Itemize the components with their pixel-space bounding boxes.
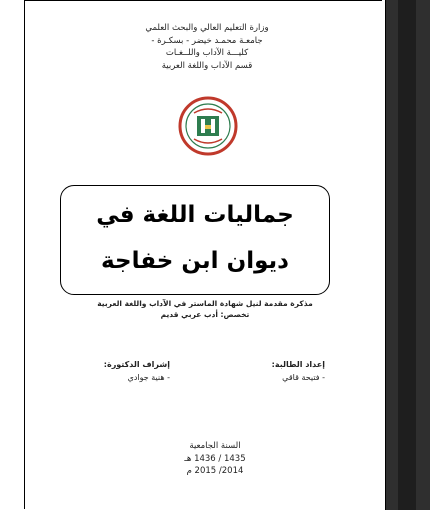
supervisor-block — [90, 358, 170, 384]
thesis-title-line1: جماليات اللغة في — [96, 202, 294, 228]
degree-statement: مذكرة مقدمة لنيل شهادة الماستر في الآداب واللغة العربية — [97, 299, 313, 308]
specialization: تخصص: أدب عربي قديم — [160, 310, 250, 319]
thesis-title-box — [60, 185, 330, 295]
viewer-side-panel — [386, 0, 430, 510]
thesis-description — [80, 298, 330, 320]
student-block — [272, 358, 325, 384]
academic-year-block — [160, 440, 270, 478]
academic-year-label: السنة الجامعية — [189, 441, 241, 451]
academic-year-gregorian: 2014/ 2015 م — [186, 466, 244, 476]
vertical-scrollbar[interactable] — [398, 0, 416, 510]
thesis-title-line2: ديوان ابن خفاجة — [101, 248, 289, 274]
ministry-name: وزارة التعليم العالي والبحث العلمي — [145, 23, 269, 33]
student-label: إعداد الطالبة: — [271, 360, 325, 369]
student-name: - فتيحة قاقي — [282, 373, 325, 382]
faculty-name: كليـــة الآداب واللــغـات — [165, 48, 249, 58]
department-name: قسم الآداب واللغة العربية — [161, 60, 253, 71]
university-emblem-icon — [178, 95, 238, 157]
supervisor-name: - هنية جوادي — [127, 373, 170, 382]
supervisor-label: إشراف الدكتورة: — [103, 360, 170, 369]
institution-header — [117, 22, 297, 72]
academic-year-hijri: 1435 / 1436 هـ — [184, 453, 246, 464]
university-name: جامعـة محمـد خيضر - بسكـرة - — [151, 35, 263, 46]
